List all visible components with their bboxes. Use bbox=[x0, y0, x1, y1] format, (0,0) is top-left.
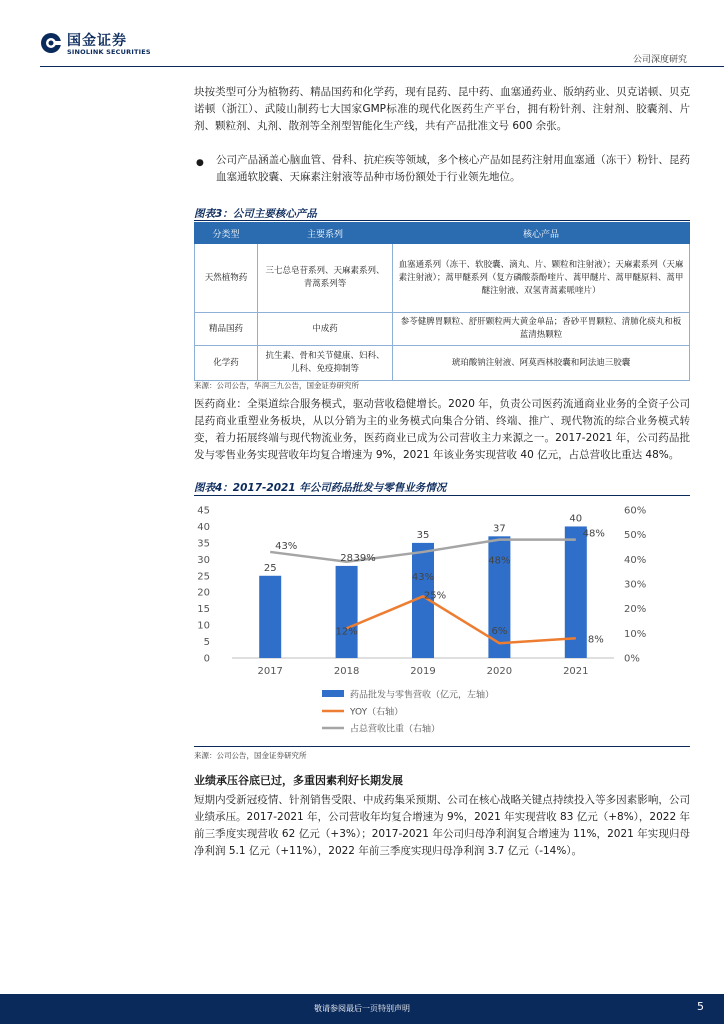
yoy-data-label: 6% bbox=[491, 626, 508, 638]
report-type: 公司深度研究 bbox=[632, 55, 687, 65]
bar-revenue bbox=[336, 566, 358, 658]
table-figure-title: 图表3：公司主要核心产品 bbox=[194, 208, 317, 220]
table-header-cell: 主要系列 bbox=[258, 223, 393, 244]
line-yoy bbox=[347, 596, 576, 643]
table-header-cell: 分类型 bbox=[195, 223, 258, 244]
logo-english-name: SINOLINK SECURITIES bbox=[67, 48, 151, 56]
chart-title-divider bbox=[194, 495, 690, 496]
y-left-tick-label: 5 bbox=[203, 637, 210, 649]
y-left-tick-label: 10 bbox=[197, 620, 210, 632]
bar-data-label: 35 bbox=[416, 529, 430, 541]
table-cell-series: 抗生素、骨和关节健康、妇科、儿科、免疫抑制等 bbox=[258, 346, 393, 381]
share-data-label: 43% bbox=[275, 540, 298, 552]
page-number: 5 bbox=[697, 1000, 704, 1013]
legend-label: 药品批发与零售营收（亿元，左轴） bbox=[350, 690, 495, 701]
share-data-label: 48% bbox=[488, 555, 511, 567]
x-tick-label: 2021 bbox=[563, 666, 589, 677]
table-cell-products: 琥珀酸钠注射液、阿莫西林胶囊和阿法迪三胶囊 bbox=[393, 346, 690, 381]
y-right-tick-label: 50% bbox=[624, 530, 647, 542]
chart-bottom-divider bbox=[194, 746, 690, 747]
share-data-label: 43% bbox=[411, 571, 435, 583]
yoy-data-label: 12% bbox=[335, 626, 358, 638]
table-row bbox=[195, 313, 690, 346]
chart-source-note: 来源：公司公告，国金证券研究所 bbox=[194, 751, 307, 760]
table-cell-category: 精品国药 bbox=[195, 313, 258, 346]
performance-paragraph: 短期内受新冠疫情、针剂销售受限、中成药集采预期、公司在核心战略关键点持续投入等多因素影响，公司业绩承压。2017-2021 年，公司营收年均复合增速为 9%，2021 年实现营收 83 亿元（+8%），2022 年前三季度实现营收 62 亿元（+3%）；2017-2021 年公司归母净利润复合增速为 11%，2021 年实现归母净利润 5.1 亿元（+11%），2022 年前三季度实现归母净利润 3.7 亿元（-14%）。 bbox=[194, 794, 690, 857]
x-tick-label: 2018 bbox=[333, 666, 360, 677]
section-heading: 业绩承压谷底已过，多重因素利好长期发展 bbox=[194, 774, 403, 787]
bar-revenue bbox=[259, 576, 281, 658]
table-cell-category: 化学药 bbox=[195, 346, 258, 381]
bar-data-label: 40 bbox=[569, 513, 583, 525]
core-products-table bbox=[194, 222, 690, 381]
share-data-label: 39% bbox=[353, 552, 376, 564]
y-right-tick-label: 20% bbox=[624, 604, 647, 616]
table-cell-products: 参苓健脾胃颗粒、舒肝颗粒两大黄金单品；香砂平胃颗粒、清肺化痰丸和板蓝清热颗粒 bbox=[393, 313, 690, 346]
x-tick-label: 2017 bbox=[257, 666, 283, 677]
table-cell-series: 三七总皂苷系列、天麻素系列、青蒿系列等 bbox=[258, 244, 393, 313]
yoy-data-label: 25% bbox=[423, 590, 447, 602]
table-cell-category: 天然植物药 bbox=[195, 244, 258, 313]
y-right-tick-label: 10% bbox=[624, 628, 647, 640]
y-left-tick-label: 25 bbox=[197, 571, 210, 583]
yoy-data-label: 8% bbox=[587, 634, 604, 646]
table-source-note: 来源：公司公告，华润三九公告，国金证券研究所 bbox=[194, 381, 359, 390]
table-title-divider bbox=[194, 220, 690, 221]
y-left-tick-label: 30 bbox=[197, 554, 210, 566]
legend-label: YOY（右轴） bbox=[350, 707, 404, 718]
logo-icon bbox=[40, 32, 62, 54]
x-tick-label: 2020 bbox=[486, 666, 513, 677]
y-right-tick-label: 60% bbox=[624, 505, 647, 517]
table-row bbox=[195, 244, 690, 313]
y-left-tick-label: 15 bbox=[197, 604, 210, 616]
revenue-chart bbox=[194, 498, 690, 746]
company-logo bbox=[40, 30, 180, 60]
table-row bbox=[195, 346, 690, 381]
bar-data-label: 28 bbox=[340, 552, 353, 564]
y-left-tick-label: 35 bbox=[197, 538, 210, 550]
bullet-icon: ● bbox=[196, 158, 204, 168]
chart-figure-title: 图表4：2017-2021 年公司药品批发与零售业务情况 bbox=[194, 482, 447, 494]
y-left-tick-label: 20 bbox=[197, 587, 210, 599]
share-data-label: 48% bbox=[582, 528, 605, 540]
table-header-row bbox=[195, 223, 690, 244]
y-left-tick-label: 0 bbox=[203, 653, 210, 665]
bar-data-label: 37 bbox=[493, 523, 506, 535]
y-left-tick-label: 45 bbox=[197, 505, 210, 517]
y-right-tick-label: 40% bbox=[624, 554, 647, 566]
x-tick-label: 2019 bbox=[410, 666, 436, 677]
y-left-tick-label: 40 bbox=[197, 521, 210, 533]
legend-swatch-revenue bbox=[322, 690, 344, 697]
y-right-tick-label: 30% bbox=[624, 579, 647, 591]
logo-chinese-name: 国金证券 bbox=[67, 33, 127, 49]
intro-paragraph: 块按类型可分为植物药、精品国药和化学药，现有昆药、昆中药、血塞通药业、版纳药业、贝克诺顿、贝克诺顿（浙江）、武陵山制药七大国家GMP标准的现代化医药生产平台，拥有粉针剂、注射剂、胶囊剂、片剂、颗粒剂、丸剂、散剂等全剂型智能化生产线，共有产品批准文号 600 余张。 bbox=[194, 86, 690, 132]
table-cell-series: 中成药 bbox=[258, 313, 393, 346]
bullet-text: 公司产品涵盖心脑血管、骨科、抗疟疾等领域，多个核心产品如昆药注射用血塞通（冻干）粉针、昆药血塞通软胶囊、天麻素注射液等品种市场份额处于行业领先地位。 bbox=[216, 154, 690, 183]
table-cell-products: 血塞通系列（冻干、软胶囊、滴丸、片、颗粒和注射液）；天麻素系列（天麻素注射液）；蒿甲醚系列（复方磷酸萘酚喹片、蒿甲醚片、蒿甲醚原料、蒿甲醚注射液、双氢青蒿素哌喹片） bbox=[393, 244, 690, 313]
legend-label: 占总营收比重（右轴） bbox=[350, 724, 441, 735]
commerce-paragraph: 医药商业：全渠道综合服务模式，驱动营收稳健增长。2020 年，负责公司医药流通商业业务的全资子公司昆药商业重塑业务板块，从以分销为主的业务模式向集合分销、终端、推广、现代物流的综合业务模式转变，着力拓展终端与现代物流业务，医药商业已成为公司营收主力来源之一。2017-2021 年，公司药品批发与零售业务实现营收年均复合增速为 9%，2021 年该业务实现营收 40 亿元，占总营收比重达 48%。 bbox=[194, 398, 690, 461]
header-divider bbox=[40, 66, 724, 67]
footer-disclaimer: 敬请参阅最后一页特别声明 bbox=[314, 1004, 410, 1013]
y-right-tick-label: 0% bbox=[624, 653, 640, 665]
table-header-cell: 核心产品 bbox=[393, 223, 690, 244]
bar-data-label: 25 bbox=[263, 562, 277, 574]
